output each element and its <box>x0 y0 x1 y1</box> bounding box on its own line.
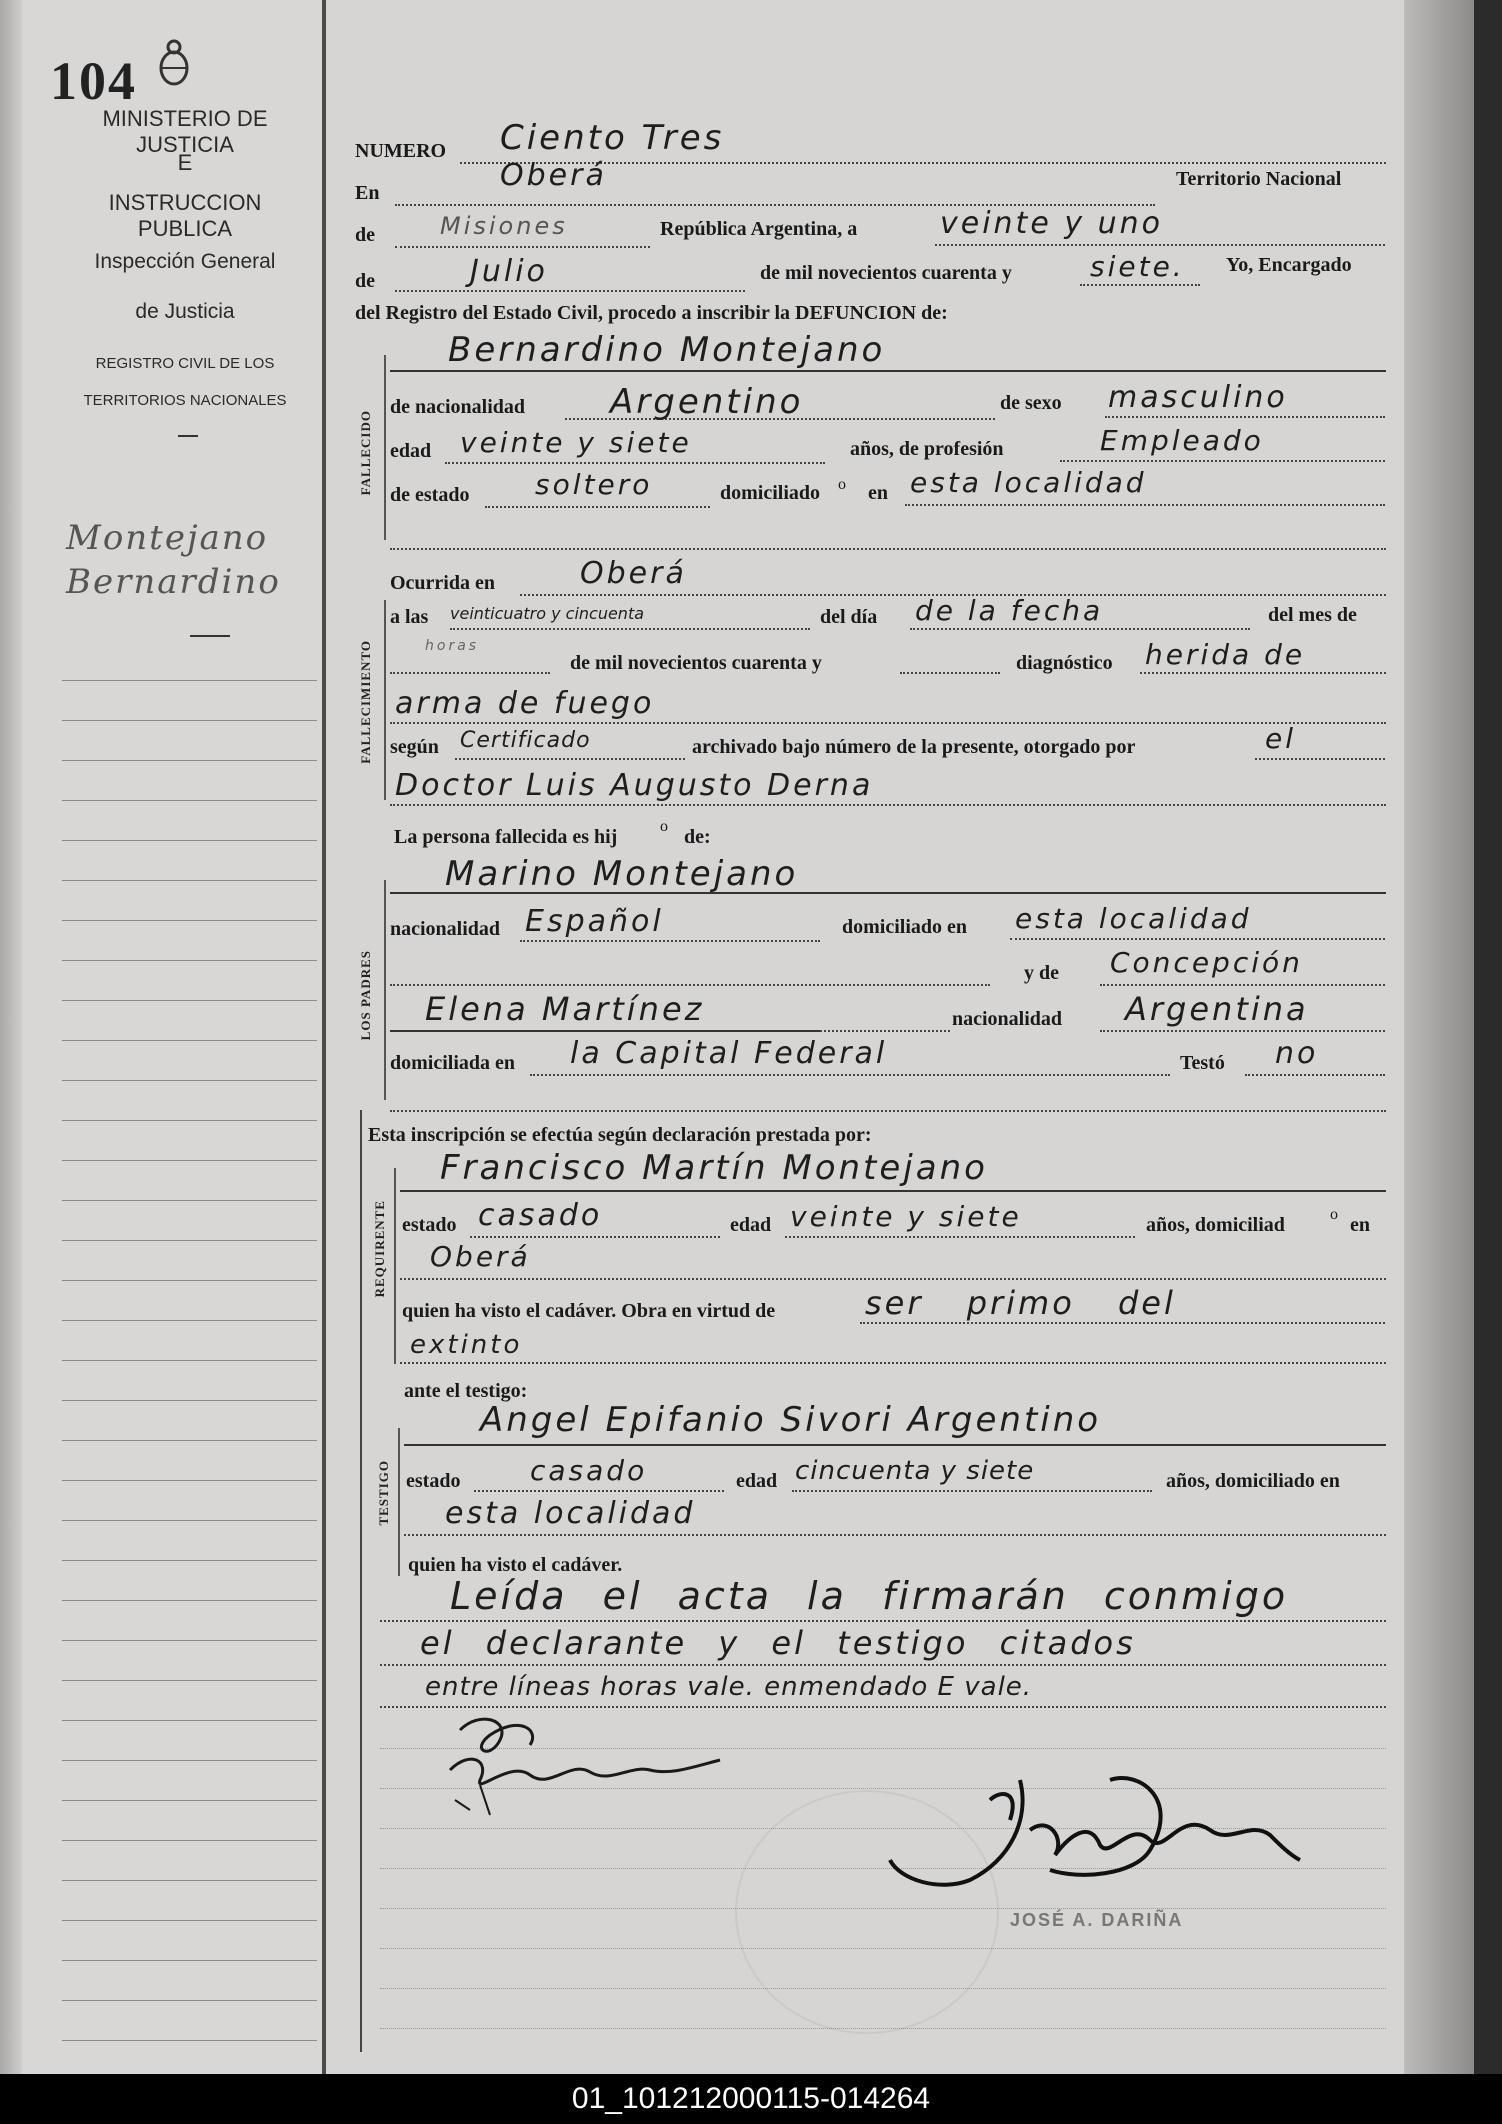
madre-name-1: Concepción <box>1110 946 1303 979</box>
doctor-line <box>390 804 1386 806</box>
year-value: siete. <box>1090 250 1185 283</box>
ocurrida-value: Oberá <box>580 556 687 591</box>
margin-rule <box>62 760 317 761</box>
de-label-2: de <box>355 270 375 292</box>
req-edad-value: veinte y siete <box>790 1200 1022 1233</box>
diagnostico-line <box>1140 672 1386 674</box>
deceased-name-line <box>390 370 1386 372</box>
territorio-label: Territorio Nacional <box>1176 168 1342 190</box>
doctor-value: Doctor Luis Augusto Derna <box>395 768 874 803</box>
margin-rule <box>62 1840 317 1841</box>
madre-name-2: Elena Martínez <box>425 990 705 1028</box>
file-id-bar: 01_101212000115-014264 <box>0 2074 1502 2124</box>
year-label: de mil novecientos cuarenta y <box>760 262 1012 284</box>
margin-rule <box>62 1280 317 1281</box>
tes-estado-value: casado <box>530 1454 648 1487</box>
margin-note-surname: Montejano <box>66 518 269 558</box>
dia-line <box>910 628 1250 630</box>
margin-note-firstname: Bernardino <box>66 562 281 602</box>
inscripcion-label: Esta inscripción se efectúa según declaración prestada por: <box>368 1124 872 1146</box>
estado-value: soltero <box>535 468 653 501</box>
inner-border <box>360 1110 362 2052</box>
closing-line-2: el declarante y el testigo citados <box>420 1624 1136 1662</box>
madre-name-dots <box>820 1030 950 1032</box>
month-value: Julio <box>470 254 548 289</box>
persona-suffix: o <box>660 818 668 835</box>
day-value: veinte y uno <box>940 206 1163 241</box>
margin-rule <box>62 1800 317 1801</box>
de-line-1 <box>395 246 650 248</box>
margin-rule <box>62 1240 317 1241</box>
requirente-brace <box>394 1168 396 1364</box>
domicilio-line <box>905 504 1385 506</box>
margin-rule <box>62 1640 317 1641</box>
diagnostico-label: diagnóstico <box>1016 652 1113 674</box>
fallecido-brace <box>384 355 386 540</box>
hora-line <box>450 628 810 630</box>
quien-label: quien ha visto el cadáver. Obra en virtud de <box>402 1300 776 1322</box>
padre-domicilio-line <box>1010 938 1385 940</box>
padres-side-label: LOS PADRES <box>358 950 373 1041</box>
deceased-name: Bernardino Montejano <box>448 330 886 370</box>
province-value: Misiones <box>440 212 568 240</box>
margin-rule <box>62 800 317 801</box>
margin-rule <box>62 1600 317 1601</box>
testo-value: no <box>1275 1036 1319 1071</box>
padre-domicilio: esta localidad <box>1015 902 1252 935</box>
tes-estado-label: estado <box>406 1470 461 1492</box>
req-domicilio: Oberá <box>430 1240 531 1273</box>
padre-nacionalidad-line <box>520 940 820 942</box>
testigo-side-label: TESTIGO <box>376 1460 391 1526</box>
margin-rule <box>62 1920 317 1921</box>
fallecimiento-brace <box>384 600 386 800</box>
otorgado-line <box>1255 758 1385 760</box>
tes-edad-value: cincuenta y siete <box>795 1456 1035 1486</box>
page-right-edge <box>1404 0 1474 2074</box>
margin-rule <box>62 1760 317 1761</box>
margin-rule <box>62 1880 317 1881</box>
obra-value: ser primo del <box>865 1284 1176 1322</box>
margin-rule <box>62 1080 317 1081</box>
domicilio-value: esta localidad <box>910 466 1147 499</box>
dia-value: de la fecha <box>915 594 1104 627</box>
edad-label: edad <box>390 440 432 462</box>
edad-value: veinte y siete <box>460 426 692 459</box>
en-value: Oberá <box>500 158 607 193</box>
margin-rule <box>62 1560 317 1561</box>
req-anos-label: años, domiciliad <box>1146 1214 1285 1236</box>
margin-rule <box>62 1480 317 1481</box>
madre-nacionalidad-line <box>1100 1030 1385 1032</box>
numero-value: Ciento Tres <box>500 118 725 158</box>
obra-line <box>860 1322 1385 1324</box>
margin-rule <box>62 1200 317 1201</box>
column-divider <box>322 0 326 2074</box>
margin-rule <box>62 1720 317 1721</box>
margin-rule <box>62 1000 317 1001</box>
testigo-label: ante el testigo: <box>404 1380 528 1402</box>
margin-rule <box>62 1320 317 1321</box>
segun-label: según <box>390 736 439 758</box>
nacionalidad-label: de nacionalidad <box>390 396 526 418</box>
de-label-1: de <box>355 224 375 246</box>
madre-name-line <box>390 1030 820 1032</box>
y-de-label: y de <box>1024 962 1059 984</box>
margin-rule <box>62 840 317 841</box>
profesion-line <box>1060 460 1385 462</box>
margin-dash <box>190 635 230 637</box>
ocurrida-label: Ocurrida en <box>390 572 495 594</box>
tes-edad-line <box>792 1490 1152 1492</box>
fallecimiento-side-label: FALLECIMIENTO <box>358 640 373 764</box>
domiciliada-label: domiciliada en <box>390 1052 516 1074</box>
page-number: 104 <box>50 51 137 111</box>
tes-anos-label: años, domiciliado en <box>1166 1470 1340 1492</box>
margin-rule <box>62 1360 317 1361</box>
otorgado-value: el <box>1265 722 1297 755</box>
book-gutter <box>1474 0 1502 2074</box>
quien-2-label: quien ha visto el cadáver. <box>408 1554 623 1576</box>
sexo-line <box>1105 416 1385 418</box>
registry-line-1: REGISTRO CIVIL DE LOS <box>95 355 275 372</box>
margin-rule <box>62 1400 317 1401</box>
persona-de: de: <box>684 826 711 848</box>
madre-line-1 <box>1100 984 1385 986</box>
tes-edad-label: edad <box>736 1470 778 1492</box>
hora-extra: horas <box>425 638 480 654</box>
padre-name: Marino Montejano <box>445 854 799 894</box>
tes-domicilio-line <box>404 1534 1386 1536</box>
madre-nacionalidad: Argentina <box>1125 990 1309 1028</box>
diagnostico-line-2 <box>390 722 1386 724</box>
mes-line <box>390 672 550 674</box>
margin-rule <box>62 880 317 881</box>
ministry-line-3: INSTRUCCION PUBLICA <box>108 190 262 241</box>
ministry-line-2: E <box>177 150 193 175</box>
req-estado-value: casado <box>478 1198 603 1233</box>
header-dash <box>178 435 198 437</box>
margin-rule <box>62 1040 317 1041</box>
day-line <box>935 244 1385 246</box>
registry-line-2: TERRITORIOS NACIONALES <box>83 392 287 409</box>
obra-line-2 <box>400 1362 1386 1364</box>
estado-line <box>485 506 710 508</box>
closing-line-1: Leída el acta la firmarán conmigo <box>450 1574 1289 1618</box>
fallecido-side-label: FALLECIDO <box>358 410 373 496</box>
req-edad-line <box>785 1236 1135 1238</box>
req-estado-line <box>470 1236 720 1238</box>
edad-line <box>445 462 825 464</box>
a-las-label: a las <box>390 606 429 628</box>
requirente-name-line <box>400 1190 1386 1192</box>
year2-line <box>900 672 1000 674</box>
nacionalidad-2-label: nacionalidad <box>390 918 501 940</box>
margin-rule <box>62 2000 317 2001</box>
margin-rule <box>62 1520 317 1521</box>
margin-rule <box>62 680 317 681</box>
closing-line-2-rule <box>380 1664 1386 1666</box>
closing-line-3: entre líneas horas vale. enmendado E vale. <box>425 1672 1033 1702</box>
diagnostico-value-2: arma de fuego <box>395 686 655 721</box>
margin-rule <box>62 920 317 921</box>
book-binding <box>0 0 22 2074</box>
signature-officer-icon <box>880 1760 1310 1900</box>
stamp-name: JOSÉ A. DARIÑA <box>1010 1910 1184 1930</box>
padre-nacionalidad: Español <box>525 904 664 939</box>
hora-value: veinticuatro y cincuenta <box>450 604 645 623</box>
domiciliado-suffix: o <box>838 476 846 493</box>
padre-blank-line <box>390 984 990 986</box>
req-suffix: o <box>1330 1206 1338 1223</box>
numero-label: NUMERO <box>355 140 447 162</box>
padres-blank-line <box>390 1110 1386 1112</box>
coat-of-arms-icon <box>157 38 191 88</box>
req-en-label: en <box>1350 1214 1370 1236</box>
margin-rule <box>62 1440 317 1441</box>
margin-rule <box>62 1680 317 1681</box>
testigo-name-line <box>404 1444 1386 1446</box>
profesion-value: Empleado <box>1100 424 1264 457</box>
margin-rule <box>62 960 317 961</box>
profesion-label: años, de profesión <box>850 438 1004 460</box>
del-dia-label: del día <box>820 606 878 628</box>
del-mes-label: del mes de <box>1268 604 1357 626</box>
en-label: En <box>355 182 380 204</box>
req-edad-label: edad <box>730 1214 772 1236</box>
requirente-name: Francisco Martín Montejano <box>440 1148 988 1188</box>
segun-line <box>455 758 685 760</box>
madre-domicilio-line <box>530 1074 1170 1076</box>
sexo-label: de sexo <box>1000 392 1062 414</box>
nacionalidad-3-label: nacionalidad <box>952 1008 1063 1030</box>
padres-brace <box>384 880 386 1100</box>
nacionalidad-value: Argentino <box>610 382 804 422</box>
en-label-2: en <box>868 482 888 504</box>
inspection-line-1: Inspección General <box>94 250 276 273</box>
tes-estado-line <box>474 1490 724 1492</box>
inspection-line-2: de Justicia <box>135 300 235 323</box>
req-domicilio-line <box>400 1278 1386 1280</box>
registro-line: del Registro del Estado Civil, procedo a inscribir la DEFUNCION de: <box>355 302 948 324</box>
testigo-name: Angel Epifanio Sivori Argentino <box>480 1400 1102 1440</box>
republica-label: República Argentina, a <box>660 218 858 240</box>
yo-label: Yo, Encargado <box>1226 254 1352 276</box>
madre-domicilio: la Capital Federal <box>570 1036 888 1071</box>
tes-domicilio: esta localidad <box>445 1496 696 1531</box>
closing-line-1-rule <box>380 1620 1386 1622</box>
req-estado-label: estado <box>402 1214 457 1236</box>
obra-value-2: extinto <box>410 1330 523 1360</box>
margin-rule <box>62 1120 317 1121</box>
estado-label: de estado <box>390 484 470 506</box>
archivado-label: archivado bajo número de la presente, otorgado por <box>692 736 1136 758</box>
fallecido-blank-line <box>390 548 1386 550</box>
margin-rule <box>62 1160 317 1161</box>
domiciliado-label: domiciliado <box>720 482 821 504</box>
margin-rule <box>62 2040 317 2041</box>
domiciliado-2-label: domiciliado en <box>842 916 968 938</box>
requirente-side-label: REQUIRENTE <box>372 1200 387 1298</box>
year-line <box>1080 284 1200 286</box>
margin-rule <box>62 1960 317 1961</box>
diagnostico-value: herida de <box>1145 638 1306 671</box>
sexo-value: masculino <box>1108 380 1288 415</box>
testigo-brace <box>398 1428 400 1576</box>
testo-line <box>1245 1074 1385 1076</box>
signature-declarant-icon <box>430 1700 750 1820</box>
month-line <box>395 290 745 292</box>
testo-label: Testó <box>1180 1052 1225 1074</box>
margin-rule <box>62 720 317 721</box>
persona-label: La persona fallecida es hij <box>394 826 618 848</box>
ministry-line-1: MINISTERIO DE JUSTICIA <box>102 106 268 157</box>
padre-name-line <box>390 892 1386 894</box>
segun-value: Certificado <box>460 728 591 753</box>
mil-label: de mil novecientos cuarenta y <box>570 652 822 674</box>
